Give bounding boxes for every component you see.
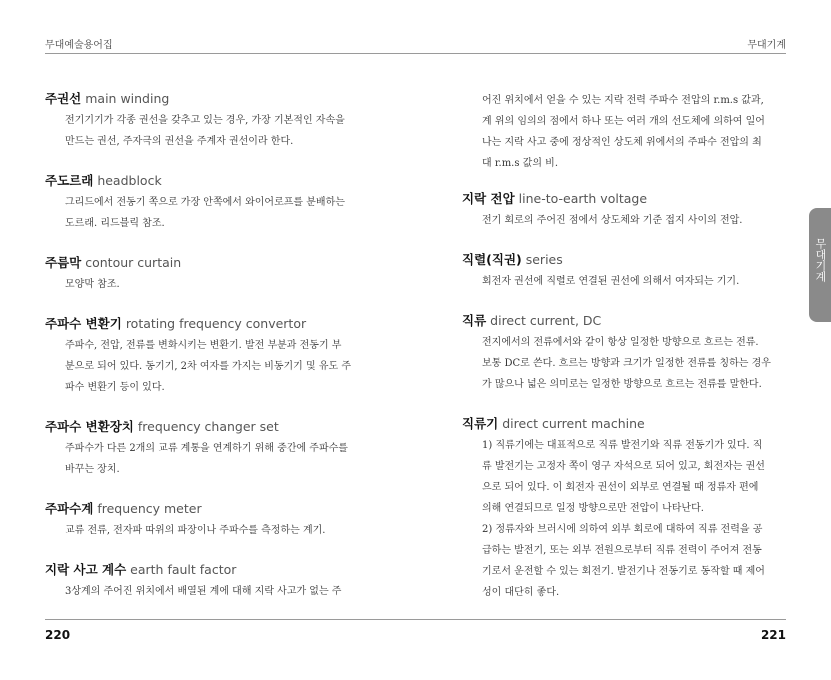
entry-definition: 전지에서의 전류에서와 같이 항상 일정한 방향으로 흐르는 전류. 보통 DC로 쓴다. 흐르는 방향과 크기가 일정한 전류를 칭하는 경우 가 많으나 넓은 의미로는 일정한 방향으로 흐르는 전류를 말한다. — [482, 337, 771, 390]
glossary-entry — [462, 251, 787, 292]
term-english: rotating frequency convertor — [125, 316, 307, 331]
entry-term — [45, 500, 370, 518]
glossary-entry — [45, 561, 370, 602]
entry-term — [45, 561, 370, 579]
term-korean: 주파수 변환기 — [45, 316, 122, 331]
entry-definition: 주파수가 다른 2개의 교류 계통을 연계하기 위해 중간에 주파수를 바꾸는 장치. — [65, 443, 348, 475]
page-number-right: 221 — [760, 628, 786, 642]
term-english: headblock — [97, 173, 162, 188]
right-page-column — [462, 90, 787, 623]
entry-definition: 회전자 권선에 직렬로 연결된 권선에 의해서 여자되는 기기. — [482, 276, 740, 287]
page-number-left: 220 — [45, 628, 71, 642]
entry-term — [45, 254, 370, 272]
term-korean: 주파수계 — [45, 501, 94, 516]
glossary-entry — [462, 415, 787, 603]
entry-definition: 주파수, 전압, 전류를 변화시키는 변환기. 발전 부분과 전동기 부 분으로 되어 있다. 동기기, 2차 여자를 가지는 비동기기 및 유도 주 파수 변환기 등이 있다. — [65, 340, 352, 393]
term-english: series — [525, 252, 563, 267]
term-english: contour curtain — [85, 255, 182, 270]
glossary-entry — [462, 190, 787, 231]
glossary-entry — [45, 172, 370, 234]
term-korean: 직류 — [462, 313, 487, 328]
section-tab[interactable] — [809, 208, 831, 322]
glossary-entry — [45, 315, 370, 398]
entry-term — [462, 312, 787, 330]
header-section-title: 무대기계 — [747, 40, 786, 51]
entry-definition: 전기기기가 각종 권선을 갖추고 있는 경우, 가장 기본적인 자속을 만드는 권선, 주자극의 권선을 주계자 권선이라 한다. — [65, 115, 345, 147]
header-book-title: 무대예술용어집 — [45, 40, 113, 51]
term-english: main winding — [85, 91, 170, 106]
term-korean: 주름막 — [45, 255, 82, 270]
term-korean: 주파수 변환장치 — [45, 419, 134, 434]
term-korean: 직렬(직권) — [462, 252, 522, 267]
glossary-entry — [45, 90, 370, 152]
term-english: direct current machine — [502, 416, 645, 431]
term-korean: 주도르래 — [45, 173, 94, 188]
entry-term — [45, 315, 370, 333]
continued-definition: 어진 위치에서 얻을 수 있는 지락 전력 주파수 전압의 r.m.s 값과, 계 위의 임의의 점에서 하나 또는 여러 개의 선도체에 의하여 일어 나는 지락 사고 중에 정상적인 상도체 위에서의 주파수 전압의 최 대 r.m.s 값의 비. — [482, 95, 765, 169]
term-korean: 직류기 — [462, 416, 499, 431]
term-english: line-to-earth voltage — [518, 191, 648, 206]
term-korean: 지락 전압 — [462, 191, 515, 206]
entry-definition: 모양막 참조. — [65, 279, 120, 290]
entry-definition: 전기 회로의 주어진 점에서 상도체와 기준 접지 사이의 전압. — [482, 215, 743, 226]
entry-term — [45, 172, 370, 190]
top-divider — [45, 53, 786, 54]
entry-term — [45, 418, 370, 436]
entry-definition: 3상계의 주어진 위치에서 배열된 계에 대해 지락 사고가 없는 주 — [65, 586, 342, 597]
left-page-column — [45, 90, 370, 622]
glossary-entry — [45, 500, 370, 541]
entry-definition: 그리드에서 전동기 쪽으로 가장 안쪽에서 와이어로프를 분배하는 도르래. 리드블릭 참조. — [65, 197, 345, 229]
entry-term — [462, 190, 787, 208]
bottom-divider — [45, 619, 786, 620]
term-english: earth fault factor — [130, 562, 237, 577]
glossary-entry — [45, 254, 370, 295]
glossary-entry — [462, 312, 787, 395]
term-korean: 주권선 — [45, 91, 82, 106]
section-tab-label: 무대기계 — [814, 238, 827, 282]
glossary-entry — [45, 418, 370, 480]
term-korean: 지락 사고 계수 — [45, 562, 127, 577]
term-english: direct current, DC — [490, 313, 602, 328]
term-english: frequency changer set — [137, 419, 279, 434]
entry-term — [45, 90, 370, 108]
term-english: frequency meter — [97, 501, 202, 516]
entry-term — [462, 415, 787, 433]
entry-term — [462, 251, 787, 269]
entry-definition: 1) 직류기에는 대표적으로 직류 발전기와 직류 전동기가 있다. 직 류 발전기는 고정자 쪽이 영구 자석으로 되어 있고, 회전자는 권선 으로 되어 있다. 이 회전자 권선이 외부로 연결될 때 정류자 편에 의해 연결되므로 일정 방향으로만 전압이 나타난다. 2) 정류자와 브러시에 의하여 외부 회로에 대하여 직류 전력을 공 급하는 발전기, 또는 외부 전원으로부터 직류 전력이 주어져 전동 기로서 운전할 수 있는 회전기. 발전기나 전동기로 동작할 때 제어 성이 대단히 좋다. — [482, 440, 765, 598]
entry-definition: 교류 전류, 전자파 따위의 파장이나 주파수를 측정하는 계기. — [65, 525, 326, 536]
